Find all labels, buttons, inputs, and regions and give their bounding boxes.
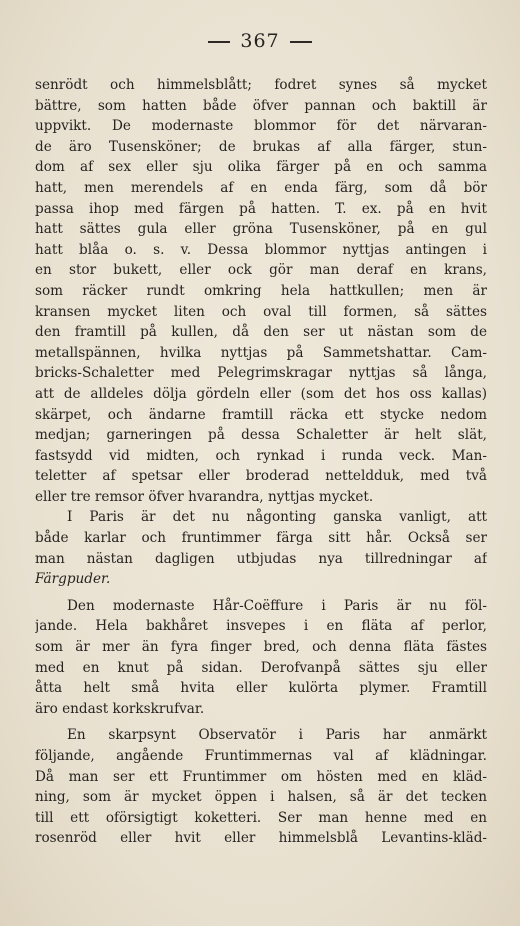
text-line: skärpet, och ändarne framtill räcka ett stycke nedom [35,406,487,423]
text-line: att de alldeles dölja gördeln eller (som det hos oss kallas) [35,385,487,402]
text-line: jande. Hela bakhåret insvepes i en fläta af perlor, [35,618,487,635]
text-line: den framtill på kullen, då den ser ut nästan som de [35,324,487,341]
right-dash [290,41,312,43]
paragraph [35,596,487,720]
text-line: med en knut på sidan. Derofvanpå sättes sju eller [35,659,487,676]
text-line: både karlar och fruntimmer färga sitt hår. Också ser [35,530,487,547]
text-line: till ett oförsigtigt koketteri. Ser man henne med en [35,809,487,826]
text-line: kransen mycket liten och oval till formen, så sättes [35,303,487,320]
text-line: senrödt och himmelsblått; fodret synes så mycket [35,77,487,93]
left-dash [208,41,230,43]
text-line: åtta helt små hvita eller kulörta plymer. Framtill [35,680,487,697]
text-line: fastsydd vid midten, och rynkad i runda veck. Man- [35,447,487,464]
text-line: hatt, men merendels af en enda färg, som då bör [35,179,487,196]
paragraph [35,507,487,589]
text-line-italic [35,569,487,590]
text-line: hatt blåa o. s. v. Dessa blommor nyttjas antingen i [35,241,487,258]
text-line: de äro Tusensköner; de brukas af alla färger, stun- [35,138,487,155]
text-line: ning, som är mycket öppen i halsen, så är det tecken [35,789,487,806]
text-line: en stor bukett, eller ock gör man deraf en krans, [35,262,487,279]
text-line: passa ihop med färgen på hatten. T. ex. på en hvit [35,200,487,217]
text-line: uppvikt. De modernaste blommor för det närvaran- [35,118,487,135]
paragraph [35,75,487,507]
paragraph [35,725,487,849]
text-line: medjan; garneringen på dessa Schaletter är helt slät, [35,427,487,444]
text-line: hatt sättes gula eller gröna Tusensköner, på en gul [35,221,487,238]
text-line: I Paris är det nu någonting ganska vanligt, att [67,509,487,526]
text-line: bricks-Schaletter med Pelegrimskragar nyttjas så långa, [35,365,487,382]
text-line: äro endast korkskrufvar. [35,700,205,717]
text-line: teletter af spetsar eller broderad netteldduk, med två [35,468,487,485]
page-number: 367 [240,30,280,52]
italic-term: Färgpuder. [35,571,111,588]
text-line: En skarpsynt Observatör i Paris har anmärkt [67,727,487,744]
text-line: man nästan dagligen utbjudas nya tillredningar af [35,550,487,567]
text-line: eller tre remsor öfver hvarandra, nyttjas mycket. [35,488,374,505]
text-line: metallspännen, hvilka nyttjas på Sammetshattar. Cam- [35,344,487,361]
body-text [35,75,487,849]
text-line: följande, angående Fruntimmernas val af klädningar. [35,748,487,764]
text-line: bättre, som hatten både öfver pannan och baktill är [35,97,487,114]
text-line: rosenröd eller hvit eller himmelsblå Levantins-kläd- [35,830,487,847]
text-line: som räcker rundt omkring hela hattkullen; men är [35,282,487,299]
text-line: som är mer än fyra finger bred, och denna fläta fästes [35,639,487,656]
page-header [0,30,520,52]
text-line: Den modernaste Hår-Coëffure i Paris är nu föl- [67,597,487,614]
text-line: Då man ser ett Fruntimmer om hösten med en kläd- [35,768,487,785]
text-line: dom af sex eller sju olika färger på en och samma [35,159,487,176]
